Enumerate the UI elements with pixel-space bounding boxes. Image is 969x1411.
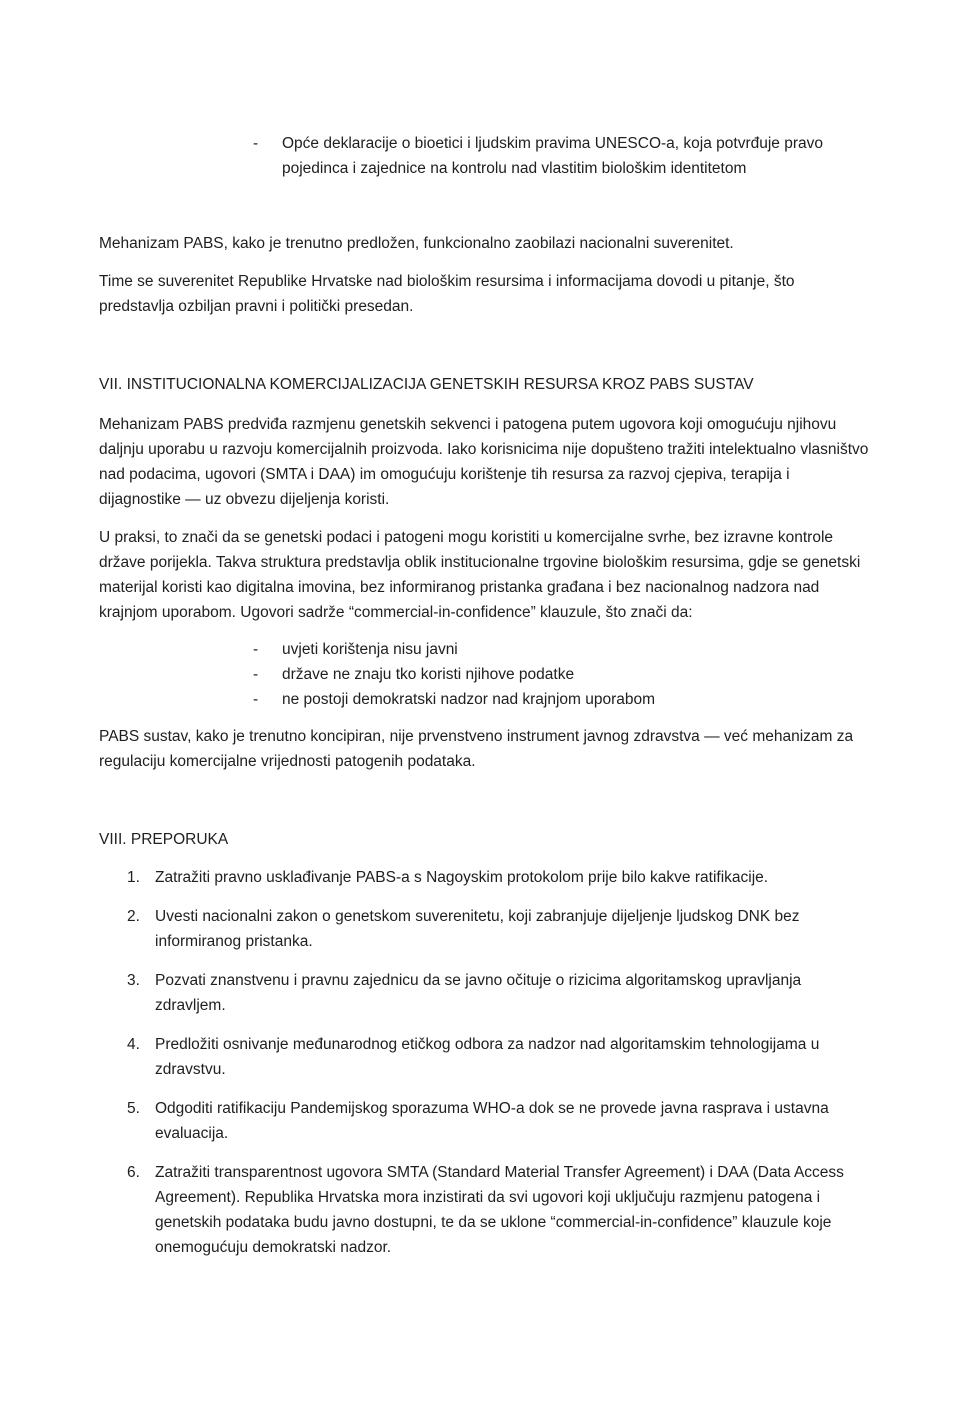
intro-bullet-list [99, 131, 870, 181]
list-number: 2. [127, 908, 140, 925]
recommendation-text: Predložiti osnivanje međunarodnog etičkog odbora za nadzor nad algoritamskim tehnologijama u zdravstvu. [155, 1036, 820, 1078]
paragraph-pabs-sovereignty: Mehanizam PABS, kako je trenutno predložen, funkcionalno zaobilazi nacionalni suverenitet. [99, 235, 734, 252]
list-item [99, 1096, 870, 1146]
bullet-text: države ne znaju tko koristi njihove podatke [282, 666, 575, 683]
section-vii-paragraph-2: U praksi, to znači da se genetski podaci i patogeni mogu koristiti u komercijalne svrhe, bez izravne kontrole države porijekla. Takva struktura predstavlja oblik institucionalne trgovine biološkim resursima, gdje se genetski materijal koristi kao digitalna imovina, bez informiranog pristanka građana i bez nacionalnog nadzora nad krajnjom uporabom. Ugovori sadrže “commercial-in-confidence” klauzule, što znači da: [99, 529, 861, 621]
list-item [99, 662, 870, 687]
section-vii-paragraph-1: Mehanizam PABS predviđa razmjenu genetskih sekvenci i patogena putem ugovora koji omogućuju njihovu daljnju uporabu u razvoju komercijalnih proizvoda. Iako korisnicima nije dopušteno tražiti intelektualno vlasništvo nad podacima, ugovori (SMTA i DAA) im omogućuju korištenje tih resursa za razvoj cjepiva, terapija i dijagnostike — uz obvezu dijeljenja koristi. [99, 416, 869, 508]
paragraph-croatia-precedent: Time se suverenitet Republike Hrvatske nad biološkim resursima i informacijama dovodi u pitanje, što predstavlja ozbiljan pravni i politički presedan. [99, 273, 795, 315]
dash-bullet-marker: - [253, 691, 259, 708]
list-number: 4. [127, 1036, 140, 1053]
list-item [99, 1160, 870, 1260]
dash-bullet-marker: - [253, 666, 259, 683]
list-item [99, 687, 870, 712]
recommendations-list [99, 865, 870, 1260]
bullet-text: uvjeti korištenja nisu javni [282, 641, 458, 658]
section-vii-paragraph-3: PABS sustav, kako je trenutno koncipiran, nije prvenstveno instrument javnog zdravstva — već mehanizam za regulaciju komercijalne vrijednosti patogenih podataka. [99, 728, 854, 770]
recommendation-text: Zatražiti pravno usklađivanje PABS-a s Nagoyskim protokolom prije bilo kakve ratifikacije. [155, 869, 769, 886]
list-item [99, 131, 870, 181]
dash-bullet-marker: - [253, 641, 259, 658]
list-item [99, 904, 870, 954]
list-item [99, 968, 870, 1018]
bullet-text: ne postoji demokratski nadzor nad krajnjom uporabom [282, 691, 656, 708]
recommendation-text: Uvesti nacionalni zakon o genetskom suverenitetu, koji zabranjuje dijeljenje ljudskog DNK bez informiranog pristanka. [155, 908, 800, 950]
section-viii-heading: VIII. PREPORUKA [99, 831, 229, 848]
intro-bullet-text: Opće deklaracije o bioetici i ljudskim pravima UNESCO-a, koja potvrđuje pravo pojedinca i zajednice na kontrolu nad vlastitim biološkim identitetom [282, 135, 824, 177]
recommendation-text: Zatražiti transparentnost ugovora SMTA (Standard Material Transfer Agreement) i DAA (Data Access Agreement). Republika Hrvatska mora inzistirati da svi ugovori koji uključuju razmjenu patogena i genetskih podataka budu javno dostupni, te da se uklone “commercial-in-confidence” klauzule koje onemogućuju demokratski nadzor. [155, 1164, 844, 1256]
list-number: 3. [127, 972, 140, 989]
list-item [99, 865, 870, 890]
section-vii-bullet-list [99, 637, 870, 712]
dash-bullet-marker: - [253, 135, 259, 152]
list-number: 6. [127, 1164, 140, 1181]
list-item [99, 637, 870, 662]
section-vii-heading: VII. INSTITUCIONALNA KOMERCIJALIZACIJA GENETSKIH RESURSA KROZ PABS SUSTAV [99, 376, 754, 393]
recommendation-text: Pozvati znanstvenu i pravnu zajednicu da se javno očituje o rizicima algoritamskog upravljanja zdravljem. [155, 972, 802, 1014]
list-number: 1. [127, 869, 140, 886]
list-number: 5. [127, 1100, 140, 1117]
list-item [99, 1032, 870, 1082]
recommendation-text: Odgoditi ratifikaciju Pandemijskog sporazuma WHO-a dok se ne provede javna rasprava i ustavna evaluacija. [155, 1100, 829, 1142]
